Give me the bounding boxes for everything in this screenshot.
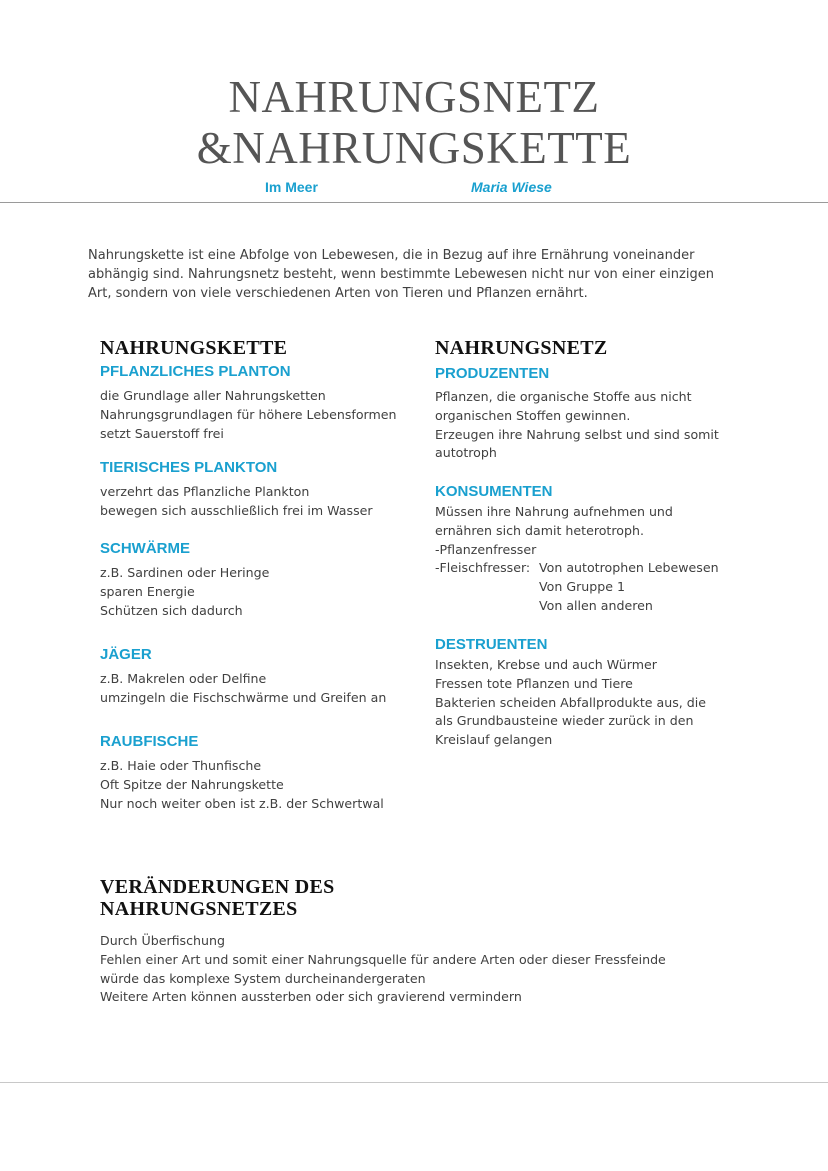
text-line: sparen Energie [100, 583, 195, 599]
text-line: ernähren sich damit heterotroph. [435, 522, 644, 538]
section-konsumenten [435, 483, 719, 616]
text-line: die Grundlage aller Nahrungsketten [100, 388, 326, 403]
text-line: Nur noch weiter oben ist z.B. der Schwertwal [100, 795, 384, 811]
text-line: Von allen anderen [539, 597, 653, 613]
section-produzenten [435, 365, 719, 463]
text-line: z.B. Sardinen oder Heringe [100, 565, 270, 580]
text-line: Nahrungsgrundlagen für höhere Lebensformen [100, 406, 397, 422]
text-line: würde das komplexe System durcheinandergeraten [100, 970, 426, 986]
text-line: als Grundbausteine wieder zurück in den [435, 713, 694, 729]
text-line: autotroph [435, 445, 497, 461]
text-line: -Pflanzenfresser [435, 541, 537, 557]
section-title: SCHWÄRME [100, 540, 190, 557]
fleischfresser-label: -Fleischfresser: [435, 560, 531, 576]
text-line: Bakterien scheiden Abfallprodukte aus, die [435, 694, 707, 710]
text-line: Von autotrophen Lebewesen [539, 560, 719, 576]
text-line: Weitere Arten können aussterben oder sich gravierend vermindern [100, 989, 522, 1005]
section-destruenten [435, 636, 706, 750]
section-title: PRODUZENTEN [435, 365, 550, 382]
title-line-1: NAHRUNGSNETZ [228, 72, 600, 122]
text-line: Oft Spitze der Nahrungskette [100, 776, 284, 792]
text-line: Pflanzen, die organische Stoffe aus nicht [435, 389, 692, 404]
text-line: z.B. Makrelen oder Delfine [100, 671, 267, 686]
text-line: verzehrt das Pflanzliche Plankton [100, 484, 310, 499]
section-title: JÄGER [100, 646, 152, 663]
veraenderungen-heading [100, 876, 740, 920]
subtitle-topic: Im Meer [265, 179, 318, 195]
header-divider [0, 202, 828, 203]
section-tierisches-plankton [100, 459, 373, 521]
section-title: DESTRUENTEN [435, 636, 548, 653]
section-title: KONSUMENTEN [435, 483, 553, 500]
section-title: RAUBFISCHE [100, 733, 199, 750]
text-line: Kreislauf gelangen [435, 732, 553, 748]
section-raubfische [100, 733, 384, 813]
nahrungskette-heading: NAHRUNGSKETTE [100, 337, 288, 359]
text-line: Fehlen einer Art und somit einer Nahrungsquelle für andere Arten oder dieser Fressfeinde [100, 951, 666, 967]
text-line: Schützen sich dadurch [100, 602, 243, 618]
text-line: Insekten, Krebse und auch Würmer [435, 657, 657, 672]
text-line: Durch Überfischung [100, 933, 225, 948]
section-schwaerme [100, 540, 269, 620]
text-line: Müssen ihre Nahrung aufnehmen und [435, 504, 673, 519]
text-line: Fressen tote Pflanzen und Tiere [435, 675, 633, 691]
section-veraenderungen [100, 876, 740, 1007]
intro-paragraph: Nahrungskette ist eine Abfolge von Lebewesen, die in Bezug auf ihre Ernährung voneinander abhängig sind. Nahrungsnetz besteht, wenn bestimmte Lebewesen nicht nur von einer einzigen Art, sondern von viele verschiedenen Arten von Tieren und Pflanzen ernährt. [88, 248, 714, 301]
section-title: TIERISCHES PLANKTON [100, 459, 278, 476]
footer-divider [0, 1082, 828, 1083]
heading-line-2: NAHRUNGSNETZES [100, 898, 298, 920]
text-line: bewegen sich ausschließlich frei im Wasser [100, 502, 373, 518]
heading-line-1: VERÄNDERUNGEN DES [100, 876, 335, 898]
text-line: z.B. Haie oder Thunfische [100, 758, 262, 773]
subtitle-author: Maria Wiese [471, 179, 552, 195]
text-line: umzingeln die Fischschwärme und Greifen an [100, 689, 387, 705]
page-title [0, 72, 828, 174]
text-line: organischen Stoffen gewinnen. [435, 407, 631, 423]
text-line: Erzeugen ihre Nahrung selbst und sind somit [435, 426, 719, 442]
nahrungsnetz-heading: NAHRUNGSNETZ [435, 337, 608, 359]
section-title: PFLANZLICHES PLANTON [100, 363, 291, 380]
section-pflanzliches-plankton [100, 363, 396, 443]
text-line: setzt Sauerstoff frei [100, 425, 224, 441]
fleischfresser-row [435, 559, 719, 615]
title-line-2: &NAHRUNGSKETTE [196, 123, 632, 173]
text-line: Von Gruppe 1 [539, 579, 625, 595]
section-jaeger [100, 646, 386, 708]
